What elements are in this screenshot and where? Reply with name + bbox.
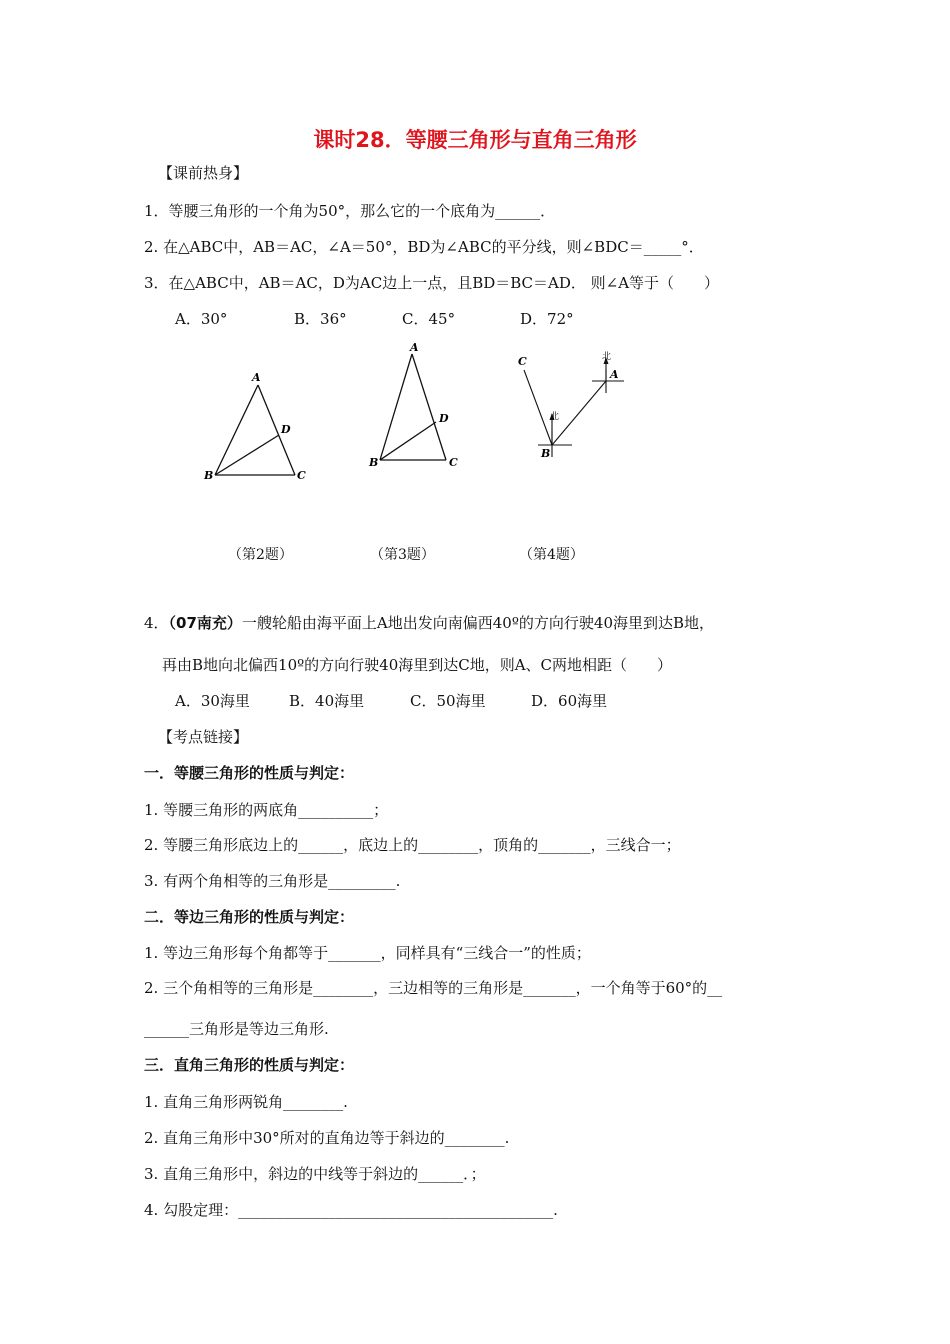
- fig3-label-d: D: [439, 412, 449, 425]
- question-1: 1．等腰三角形的一个角为50°，那么它的一个底角为______．: [144, 202, 556, 220]
- question-3: 3．在△ABC中，AB＝AC，D为AC边上一点，且BD＝BC＝AD． 则∠A等于（ ）: [144, 274, 720, 292]
- page-title: 课时28．等腰三角形与直角三角形: [313, 128, 637, 152]
- fig4-north-a: 北: [602, 352, 612, 362]
- section-2-item-2: 2. 三个角相等的三角形是________，三边相等的三角形是_______，一个角等于60°的__: [144, 979, 723, 997]
- fig2-label-b: B: [204, 469, 214, 482]
- q4-option-d: D．60海里: [531, 692, 608, 710]
- section-2-title: 二．等边三角形的性质与判定：: [144, 908, 355, 926]
- section-1-item-2: 2. 等腰三角形底边上的______，底边上的________，顶角的_______，三线合一；: [144, 836, 681, 854]
- section-3-item-1: 1. 直角三角形两锐角________.: [144, 1093, 348, 1111]
- q4-text-1: 一艘轮船由海平面上A地出发向南偏西40º的方向行驶40海里到达B地，: [241, 614, 715, 632]
- q4-number: 4．: [144, 614, 169, 632]
- fig2-label-c: C: [297, 469, 306, 482]
- q3-option-d: D．72°: [520, 310, 574, 328]
- question-4-line-2: 再由B地向北偏西10º的方向行驶40海里到达C地，则A、C两地相距（ ）: [162, 656, 673, 674]
- fig4-label-c: C: [518, 355, 527, 368]
- warmup-heading: 【课前热身】: [158, 164, 249, 182]
- q3-option-c: C．45°: [402, 310, 456, 328]
- q4-option-c: C．50海里: [410, 692, 486, 710]
- figure-question-4: [510, 345, 640, 470]
- section-3-item-2: 2. 直角三角形中30°所对的直角边等于斜边的________.: [144, 1129, 510, 1147]
- fig4-label-a: A: [610, 368, 619, 381]
- section-3-item-4: 4. 勾股定理：__________________________________________.: [144, 1201, 558, 1219]
- fig2-label-d: D: [281, 423, 291, 436]
- section-1-item-3: 3. 有两个角相等的三角形是_________.: [144, 872, 401, 890]
- fig2-label-a: A: [252, 371, 261, 384]
- section-3-title: 三．直角三角形的性质与判定：: [144, 1056, 355, 1074]
- q3-option-a: A．30°: [175, 310, 228, 328]
- figure-question-3: [360, 338, 470, 478]
- section-3-item-3: 3. 直角三角形中，斜边的中线等于斜边的______．；: [144, 1165, 486, 1183]
- fig4-north-b: 北: [550, 412, 560, 422]
- section-1-item-1: 1. 等腰三角形的两底角__________；: [144, 801, 389, 819]
- question-2: 2. 在△ABC中，AB＝AC，∠A＝50°，BD为∠ABC的平分线，则∠BDC＝_____°．: [144, 238, 704, 256]
- section-2-item-3: ______三角形是等边三角形.: [144, 1020, 329, 1038]
- fig4-label-b: B: [541, 447, 551, 460]
- caption-question-2: （第2题）: [228, 547, 293, 563]
- q4-source: （07南充）: [168, 614, 242, 632]
- section-1-title: 一．等腰三角形的性质与判定：: [144, 764, 355, 782]
- section-2-item-1: 1. 等边三角形每个角都等于_______，同样具有“三线合一”的性质；: [144, 944, 591, 962]
- caption-question-4: （第4题）: [519, 547, 584, 563]
- figure-question-2: [195, 365, 315, 485]
- links-heading: 【考点链接】: [158, 728, 249, 746]
- q4-option-a: A．30海里: [175, 692, 250, 710]
- fig3-label-a: A: [410, 341, 419, 354]
- q4-option-b: B．40海里: [289, 692, 365, 710]
- fig3-label-c: C: [449, 456, 458, 469]
- fig3-label-b: B: [369, 456, 379, 469]
- q3-option-b: B．36°: [294, 310, 347, 328]
- caption-question-3: （第3题）: [370, 547, 435, 563]
- question-4-line-1: [144, 612, 714, 633]
